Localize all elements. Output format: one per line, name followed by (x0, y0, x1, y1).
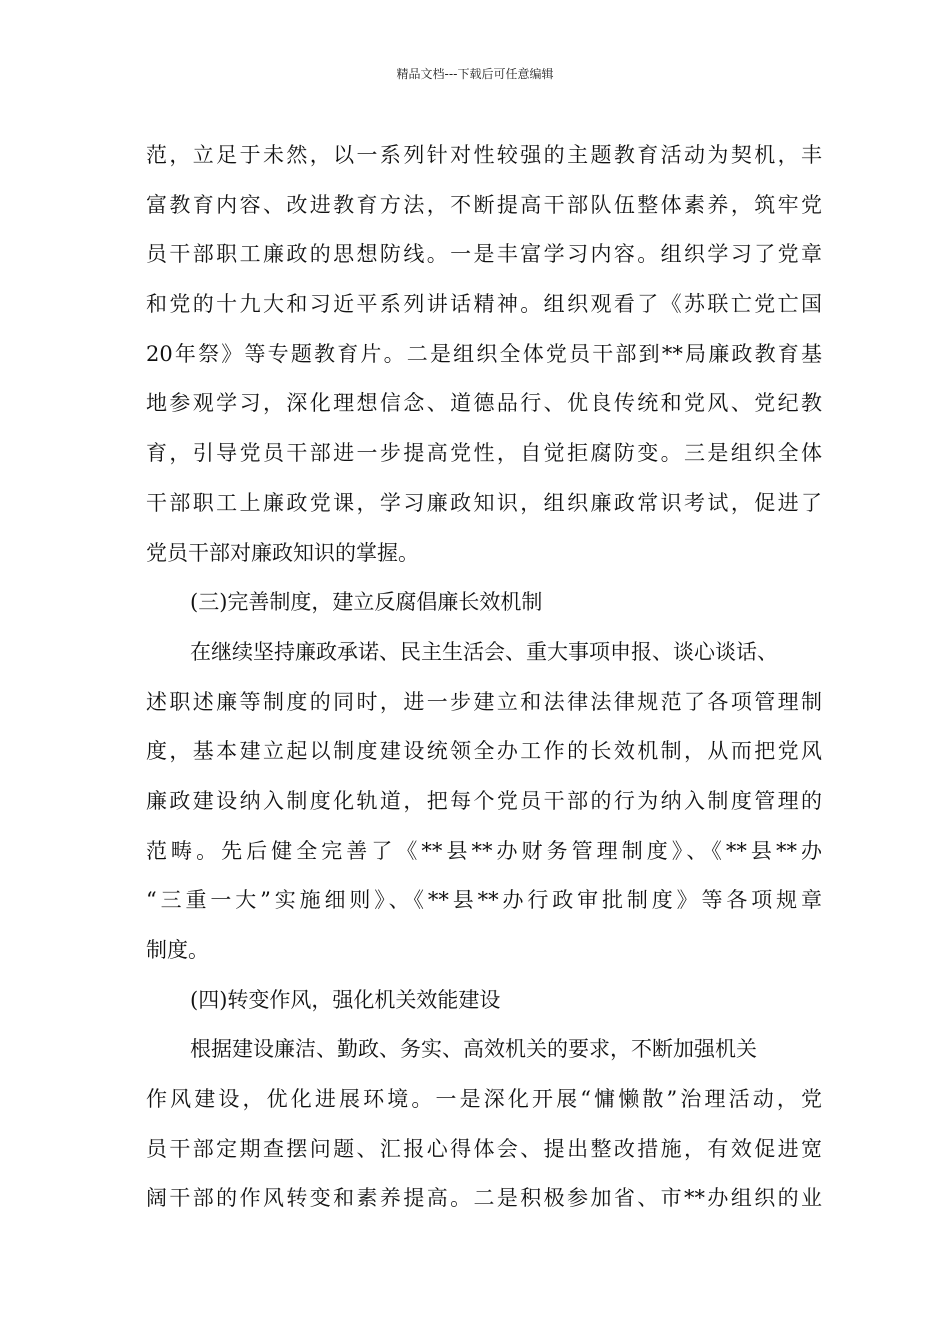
text-line: 干部职工上廉政党课，学习廉政知识，组织廉政常识考试，促进了 (146, 490, 822, 515)
text-line: 廉政建设纳入制度化轨道，把每个党员干部的行为纳入制度管理的 (146, 788, 822, 813)
text-line: 述职述廉等制度的同时，进一步建立和法律法律规范了各项管理制 (146, 689, 822, 714)
text-line: 20年祭》等专题教育片。二是组织全体党员干部到**局廉政教育基 (146, 341, 822, 366)
text-line: 和党的十九大和习近平系列讲话精神。组织观看了《苏联亡党亡国 (146, 292, 822, 317)
text-line: 作风建设，优化进展环境。一是深化开展“慵懒散”治理活动，党 (146, 1087, 822, 1112)
section-heading: (四)转变作风，强化机关效能建设 (190, 987, 501, 1012)
text-line: 阔干部的作风转变和素养提高。二是积极参加省、市**办组织的业 (146, 1186, 822, 1211)
text-line: 在继续坚持廉政承诺、民主生活会、重大事项申报、谈心谈话、 (190, 639, 778, 664)
text-line: 员干部职工廉政的思想防线。一是丰富学习内容。组织学习了党章 (146, 242, 822, 267)
text-line: 地参观学习，深化理想信念、道德品行、优良传统和党风、党纪教 (146, 391, 822, 416)
section-heading: (三)完善制度，建立反腐倡廉长效机制 (190, 590, 543, 615)
text-line: “三重一大”实施细则》、《**县**办行政审批制度》等各项规章 (146, 888, 822, 913)
text-line: 度，基本建立起以制度建设统领全办工作的长效机制，从而把党风 (146, 739, 822, 764)
text-line: 范畴。先后健全完善了《**县**办财务管理制度》、《**县**办 (146, 838, 822, 863)
page-header: 精品文档---下载后可任意编辑 (396, 67, 554, 81)
text-line: 员干部定期查摆问题、汇报心得体会、提出整改措施，有效促进宽 (146, 1136, 822, 1161)
text-line: 党员干部对廉政知识的掌握。 (146, 540, 419, 565)
document-body (146, 131, 822, 1224)
text-line: 富教育内容、改进教育方法，不断提高干部队伍整体素养，筑牢党 (146, 192, 822, 217)
text-line: 育，引导党员干部进一步提高党性，自觉拒腐防变。三是组织全体 (146, 441, 822, 466)
text-line: 根据建设廉洁、勤政、务实、高效机关的要求，不断加强机关 (190, 1037, 757, 1062)
text-line: 范，立足于未然，以一系列针对性较强的主题教育活动为契机，丰 (146, 143, 822, 167)
text-line: 制度。 (146, 938, 209, 962)
